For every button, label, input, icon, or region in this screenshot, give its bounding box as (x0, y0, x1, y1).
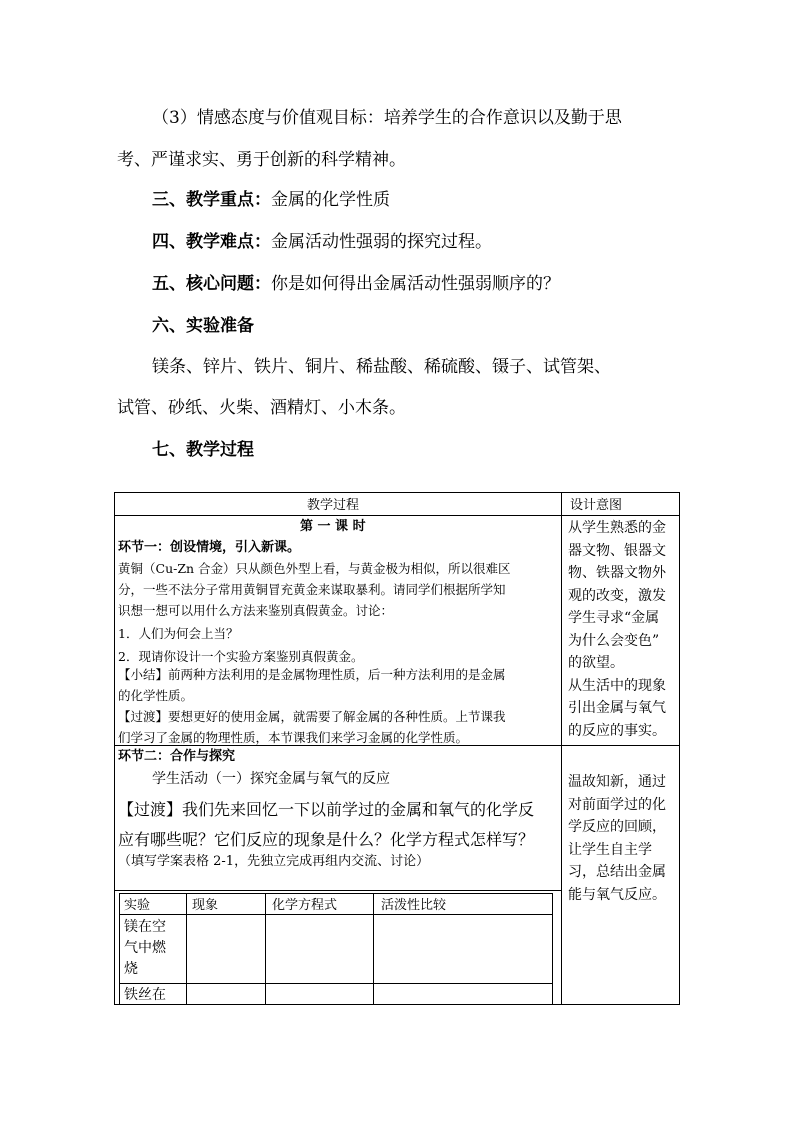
section2-title: 环节二：合作与探究 (118, 749, 236, 764)
text-line: 从生活中的现象 (568, 677, 666, 694)
section-heading-6: 六、实验准备 (152, 316, 254, 336)
text-line: 烧 (124, 961, 138, 977)
section2-transition (118, 795, 534, 855)
lesson-label: 第 一 课 时 (300, 519, 366, 534)
text-line: 从学生熟悉的金 (568, 520, 666, 536)
heading-text: 你是如何得出金属活动性强弱顺序的？ (271, 274, 560, 294)
text-line: 应有哪些呢？它们反应的现象是什么？化学方程式怎样写？ (118, 830, 535, 849)
heading-label: 五、核心问题： (152, 274, 271, 294)
table-column-divider (561, 492, 562, 1005)
heading-label: 四、教学难点： (152, 232, 271, 252)
heading-text: 金属活动性强弱的探究过程。 (271, 232, 492, 252)
section1-summary (118, 664, 506, 706)
text-line: 物、铁器文物外 (568, 565, 666, 581)
text-line: 【过渡】要想更好的使用金属，就需要了解金属的各种性质。上节课我 (118, 709, 506, 724)
heading-text: 金属的化学性质 (271, 190, 390, 210)
text-line: 1．人们为何会上当？ (118, 626, 239, 641)
text-line: 为什么会变色” (568, 632, 660, 649)
text-line: 器文物、银器文 (568, 542, 666, 559)
table-row-divider (114, 515, 680, 516)
section-heading-7: 七、教学过程 (152, 440, 254, 460)
section1-title: 环节一：创设情境，引入新课。 (118, 540, 301, 555)
text-line: 的反应的事实。 (568, 722, 666, 739)
section-heading-4 (152, 232, 712, 252)
student-activity: 学生活动（一）探究金属与氧气的反应 (152, 771, 390, 787)
text-line: 学反应的回顾， (568, 819, 666, 835)
text-line: 【过渡】我们先来回忆一下以前学过的金属和氧气的化学反 (118, 800, 535, 819)
text-line: 观的改变，激发 (568, 587, 666, 604)
text-line: 识想一想可以用什么方法来鉴别真假黄金。讨论： (118, 603, 394, 618)
text-line: 镁在空 (124, 919, 166, 935)
inner-col-divider (373, 893, 374, 1005)
paragraph-line: （3）情感态度与价值观目标：培养学生的合作意识以及勤于思 (152, 108, 622, 128)
inner-header-equation: 化学方程式 (272, 898, 338, 913)
table-header-process: 教学过程 (307, 498, 360, 513)
table-header-intent: 设计意图 (570, 498, 623, 513)
design-intent-1 (568, 517, 676, 742)
text-line: 对前面学过的化 (568, 796, 666, 813)
inner-col-divider (186, 893, 187, 1005)
design-intent-2 (568, 771, 676, 906)
text-line: 黄铜（Cu-Zn 合金）只从颜色外型上看，与黄金极为相似，所以很难区 (118, 561, 511, 576)
paragraph-line: 镁条、锌片、铁片、铜片、稀盐酸、稀硫酸、镊子、试管架、 (152, 357, 611, 377)
inner-header-phenomenon: 现象 (192, 898, 219, 913)
text-line: 习，总结出金属 (568, 864, 666, 880)
text-line: 的欲望。 (568, 655, 624, 671)
row1-label (124, 917, 166, 980)
text-line: 让学生自主学 (568, 841, 652, 858)
paragraph-line: 试管、砂纸、火柴、酒精灯、小木条。 (117, 398, 406, 418)
text-line: 2．现请你设计一个实验方案鉴别真假黄金。 (118, 649, 364, 664)
table-row-divider (114, 890, 561, 891)
section1-text (118, 558, 511, 667)
section-heading-5 (152, 274, 712, 294)
inner-header-activity: 活泼性比较 (381, 898, 447, 913)
inner-row-divider (119, 983, 553, 984)
text-line: 温故知新，通过 (568, 774, 666, 790)
text-line: 引出金属与氧气 (568, 700, 666, 716)
section2-note: （填写学案表格 2-1，先独立完成再组内交流、讨论） (118, 854, 430, 869)
text-line: 【小结】前两种方法利用的是金属物理性质，后一种方法利用的是金属 (118, 667, 506, 682)
text-line: 的化学性质。 (118, 688, 194, 703)
section-heading-3 (152, 190, 712, 210)
inner-header-experiment: 实验 (124, 898, 151, 913)
heading-label: 三、教学重点： (152, 190, 271, 210)
row2-label: 铁丝在 (124, 987, 166, 1003)
inner-col-divider (265, 893, 266, 1005)
text-line: 气中燃 (124, 940, 166, 956)
text-line: 们学习了金属的物理性质，本节课我们来学习金属的化学性质。 (118, 730, 469, 745)
section1-transition (118, 706, 506, 748)
text-line: 分，一些不法分子常用黄铜冒充黄金来谋取暴利。请同学们根据所学知 (118, 582, 506, 597)
paragraph-line: 考、严谨求实、勇于创新的科学精神。 (117, 150, 406, 170)
text-line: 学生寻求“金属 (568, 610, 660, 626)
text-line: 能与氧气反应。 (568, 886, 666, 903)
